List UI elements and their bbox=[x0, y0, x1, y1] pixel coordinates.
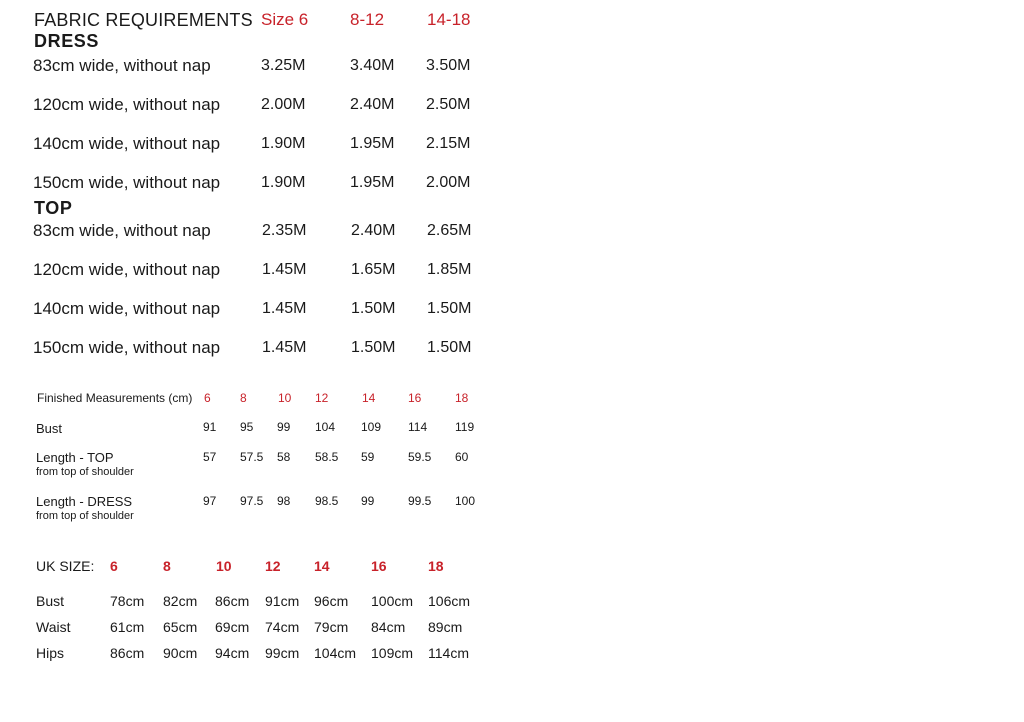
finished-row-value: 95 bbox=[240, 420, 254, 434]
uk-row-value: 86cm bbox=[110, 645, 145, 661]
finished-row-label: Length - DRESS bbox=[36, 494, 133, 509]
uk-row-value: 89cm bbox=[428, 619, 463, 635]
finished-row-value: 99 bbox=[277, 420, 291, 434]
fabric-row-value: 1.65M bbox=[351, 261, 396, 278]
finished-size-header: 14 bbox=[362, 391, 376, 405]
uk-size-header: 8 bbox=[163, 558, 171, 574]
fabric-row-value: 2.00M bbox=[426, 174, 471, 191]
finished-row-value: 58 bbox=[277, 450, 291, 464]
finished-row-value: 104 bbox=[315, 420, 336, 434]
fabric-row-value: 2.65M bbox=[427, 222, 472, 239]
uk-row-value: 106cm bbox=[428, 593, 471, 609]
finished-row-value: 97 bbox=[203, 494, 217, 508]
finished-row-sublabel: from top of shoulder bbox=[36, 466, 134, 478]
fabric-size-header-2: 8-12 bbox=[350, 10, 385, 29]
fabric-row-value: 2.40M bbox=[351, 222, 396, 239]
uk-row-label: Bust bbox=[36, 593, 65, 609]
fabric-row-value: 1.45M bbox=[262, 261, 307, 278]
fabric-row-value: 1.50M bbox=[427, 300, 472, 317]
uk-row-label: Waist bbox=[36, 619, 71, 635]
finished-row-value: 99.5 bbox=[408, 494, 432, 508]
finished-size-header: 12 bbox=[315, 391, 329, 405]
uk-row-value: 94cm bbox=[215, 645, 250, 661]
uk-row-value: 61cm bbox=[110, 619, 145, 635]
finished-row-label: Length - TOP bbox=[36, 450, 114, 465]
fabric-row-value: 1.85M bbox=[427, 261, 472, 278]
fabric-row-label: 150cm wide, without nap bbox=[33, 173, 221, 192]
uk-size-title: UK SIZE: bbox=[36, 558, 95, 574]
fabric-row-value: 3.25M bbox=[261, 57, 306, 74]
finished-row-value: 100 bbox=[455, 494, 476, 508]
fabric-row-label: 140cm wide, without nap bbox=[33, 134, 221, 153]
uk-row-value: 100cm bbox=[371, 593, 414, 609]
uk-row-value: 99cm bbox=[265, 645, 300, 661]
finished-row-value: 98.5 bbox=[315, 494, 339, 508]
fabric-row-value: 3.40M bbox=[350, 57, 395, 74]
finished-size-header: 18 bbox=[455, 391, 469, 405]
finished-row-value: 59 bbox=[361, 450, 375, 464]
finished-row-value: 57 bbox=[203, 450, 217, 464]
fabric-row-value: 1.90M bbox=[261, 135, 306, 152]
fabric-title: FABRIC REQUIREMENTS bbox=[34, 10, 253, 30]
uk-row-value: 91cm bbox=[265, 593, 300, 609]
uk-row-value: 96cm bbox=[314, 593, 349, 609]
uk-row-value: 74cm bbox=[265, 619, 300, 635]
finished-row-value: 98 bbox=[277, 494, 291, 508]
fabric-group-top: TOP bbox=[34, 198, 73, 218]
uk-row-value: 69cm bbox=[215, 619, 250, 635]
finished-row-value: 57.5 bbox=[240, 450, 264, 464]
finished-row-value: 97.5 bbox=[240, 494, 264, 508]
fabric-row-value: 1.45M bbox=[262, 300, 307, 317]
uk-row-value: 65cm bbox=[163, 619, 198, 635]
fabric-row-value: 2.40M bbox=[350, 96, 395, 113]
fabric-row-value: 1.95M bbox=[350, 135, 395, 152]
uk-row-value: 78cm bbox=[110, 593, 145, 609]
uk-row-value: 86cm bbox=[215, 593, 250, 609]
fabric-row-label: 140cm wide, without nap bbox=[33, 299, 221, 318]
uk-row-value: 109cm bbox=[371, 645, 414, 661]
uk-size-header: 16 bbox=[371, 558, 387, 574]
finished-row-value: 109 bbox=[361, 420, 382, 434]
finished-row-value: 114 bbox=[408, 420, 428, 434]
finished-title: Finished Measurements (cm) bbox=[37, 391, 193, 405]
uk-row-value: 79cm bbox=[314, 619, 349, 635]
uk-row-value: 104cm bbox=[314, 645, 357, 661]
fabric-row-value: 1.50M bbox=[351, 300, 396, 317]
fabric-row-value: 2.00M bbox=[261, 96, 306, 113]
finished-size-header: 10 bbox=[278, 391, 292, 405]
uk-row-label: Hips bbox=[36, 645, 65, 661]
fabric-size-header-3: 14-18 bbox=[427, 10, 471, 29]
uk-size-header: 10 bbox=[216, 558, 232, 574]
fabric-row-label: 83cm wide, without nap bbox=[33, 56, 211, 75]
fabric-row-value: 1.95M bbox=[350, 174, 395, 191]
uk-size-header: 12 bbox=[265, 558, 281, 574]
fabric-row-value: 1.90M bbox=[261, 174, 306, 191]
finished-row-value: 60 bbox=[455, 450, 469, 464]
uk-row-value: 82cm bbox=[163, 593, 198, 609]
finished-row-value: 91 bbox=[203, 420, 217, 434]
uk-size-header: 6 bbox=[110, 558, 118, 574]
uk-row-value: 90cm bbox=[163, 645, 198, 661]
fabric-row-value: 1.50M bbox=[351, 339, 396, 356]
fabric-row-label: 83cm wide, without nap bbox=[33, 221, 211, 240]
fabric-row-value: 2.35M bbox=[262, 222, 307, 239]
finished-row-sublabel: from top of shoulder bbox=[36, 510, 134, 522]
fabric-row-label: 120cm wide, without nap bbox=[33, 260, 221, 279]
fabric-row-label: 150cm wide, without nap bbox=[33, 338, 221, 357]
uk-size-header: 14 bbox=[314, 558, 330, 574]
fabric-row-value: 1.45M bbox=[262, 339, 307, 356]
uk-row-value: 114cm bbox=[428, 645, 469, 661]
finished-row-value: 99 bbox=[361, 494, 375, 508]
finished-row-value: 119 bbox=[455, 420, 475, 434]
fabric-size-header-1: Size 6 bbox=[261, 10, 309, 29]
fabric-row-value: 3.50M bbox=[426, 57, 471, 74]
finished-size-header: 16 bbox=[408, 391, 422, 405]
finished-size-header: 8 bbox=[240, 391, 247, 405]
fabric-row-value: 2.50M bbox=[426, 96, 471, 113]
fabric-row-label: 120cm wide, without nap bbox=[33, 95, 221, 114]
fabric-row-value: 1.50M bbox=[427, 339, 472, 356]
fabric-row-value: 2.15M bbox=[426, 135, 471, 152]
finished-size-header: 6 bbox=[204, 391, 211, 405]
finished-row-label: Bust bbox=[36, 421, 63, 436]
uk-row-value: 84cm bbox=[371, 619, 406, 635]
uk-size-header: 18 bbox=[428, 558, 444, 574]
finished-row-value: 59.5 bbox=[408, 450, 432, 464]
fabric-group-dress: DRESS bbox=[34, 31, 100, 51]
finished-row-value: 58.5 bbox=[315, 450, 339, 464]
